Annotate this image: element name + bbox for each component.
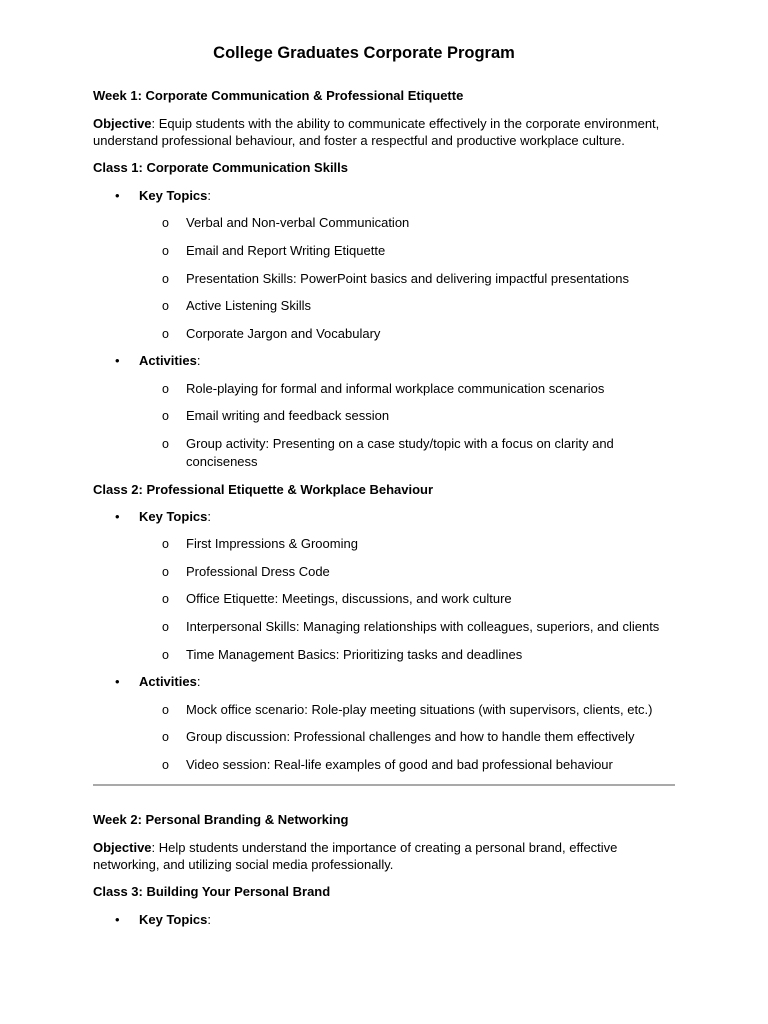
- week2-objective-line1: [93, 839, 617, 857]
- sub-bullet-icon: o: [162, 620, 169, 634]
- sub-bullet-icon: o: [162, 730, 169, 744]
- sub-bullet-icon: o: [162, 409, 169, 423]
- bullet-icon: •: [115, 353, 120, 368]
- document-title: College Graduates Corporate Program: [213, 44, 515, 62]
- bullet-icon: •: [115, 509, 120, 524]
- week1-objective-line2: understand professional behaviour, and foster a respectful and productive workplace culture.: [93, 133, 625, 148]
- list-item: Group activity: Presenting on a case study/topic with a focus on clarity and: [186, 436, 614, 451]
- sub-bullet-icon: o: [162, 703, 169, 717]
- list-item: Presentation Skills: PowerPoint basics and delivering impactful presentations: [186, 271, 629, 286]
- week1-objective-line1: [93, 115, 659, 133]
- objective-text: : Help students understand the importance of creating a personal brand, effective: [151, 840, 618, 855]
- week2-objective-line2: networking, and utilizing social media professionally.: [93, 857, 394, 872]
- class1-activities-label: Activities:: [139, 353, 201, 368]
- class2-key-topics-label: Key Topics:: [139, 509, 212, 524]
- bullet-icon: •: [115, 188, 120, 203]
- list-item: First Impressions & Grooming: [186, 536, 358, 551]
- class3-key-topics-label: Key Topics:: [139, 912, 212, 927]
- list-item: Time Management Basics: Prioritizing tasks and deadlines: [186, 647, 523, 662]
- objective-text: : Equip students with the ability to communicate effectively in the corporate environment,: [151, 116, 660, 131]
- class3-heading: Class 3: Building Your Personal Brand: [93, 884, 331, 899]
- list-item: Role-playing for formal and informal workplace communication scenarios: [186, 381, 605, 396]
- list-item: Active Listening Skills: [186, 298, 311, 313]
- list-item: Interpersonal Skills: Managing relationships with colleagues, superiors, and clients: [186, 619, 660, 634]
- sub-bullet-icon: o: [162, 382, 169, 396]
- sub-bullet-icon: o: [162, 216, 169, 230]
- list-item: Email and Report Writing Etiquette: [186, 243, 386, 258]
- sub-bullet-icon: o: [162, 272, 169, 286]
- list-item: Professional Dress Code: [186, 564, 330, 579]
- horizontal-divider: [93, 784, 675, 786]
- week1-heading: Week 1: Corporate Communication & Professional Etiquette: [93, 88, 464, 103]
- list-item: Group discussion: Professional challenges and how to handle them effectively: [186, 729, 635, 744]
- class2-heading: Class 2: Professional Etiquette & Workplace Behaviour: [93, 482, 434, 497]
- bullet-icon: •: [115, 912, 120, 927]
- sub-bullet-icon: o: [162, 565, 169, 579]
- sub-bullet-icon: o: [162, 327, 169, 341]
- list-item: Verbal and Non-verbal Communication: [186, 215, 410, 230]
- sub-bullet-icon: o: [162, 537, 169, 551]
- class2-activities-label: Activities:: [139, 674, 201, 689]
- bullet-icon: •: [115, 674, 120, 689]
- week2-heading: Week 2: Personal Branding & Networking: [93, 812, 349, 827]
- objective-label: Objective: [93, 116, 152, 131]
- list-item-continuation: conciseness: [186, 454, 258, 469]
- sub-bullet-icon: o: [162, 299, 169, 313]
- list-item: Office Etiquette: Meetings, discussions, and work culture: [186, 591, 512, 606]
- sub-bullet-icon: o: [162, 592, 169, 606]
- list-item: Video session: Real-life examples of good and bad professional behaviour: [186, 757, 613, 772]
- class1-key-topics-label: Key Topics:: [139, 188, 212, 203]
- list-item: Email writing and feedback session: [186, 408, 390, 423]
- sub-bullet-icon: o: [162, 244, 169, 258]
- sub-bullet-icon: o: [162, 437, 169, 451]
- objective-label: Objective: [93, 840, 152, 855]
- sub-bullet-icon: o: [162, 758, 169, 772]
- sub-bullet-icon: o: [162, 648, 169, 662]
- list-item: Corporate Jargon and Vocabulary: [186, 326, 381, 341]
- list-item: Mock office scenario: Role-play meeting situations (with supervisors, clients, etc.): [186, 702, 653, 717]
- class1-heading: Class 1: Corporate Communication Skills: [93, 160, 349, 175]
